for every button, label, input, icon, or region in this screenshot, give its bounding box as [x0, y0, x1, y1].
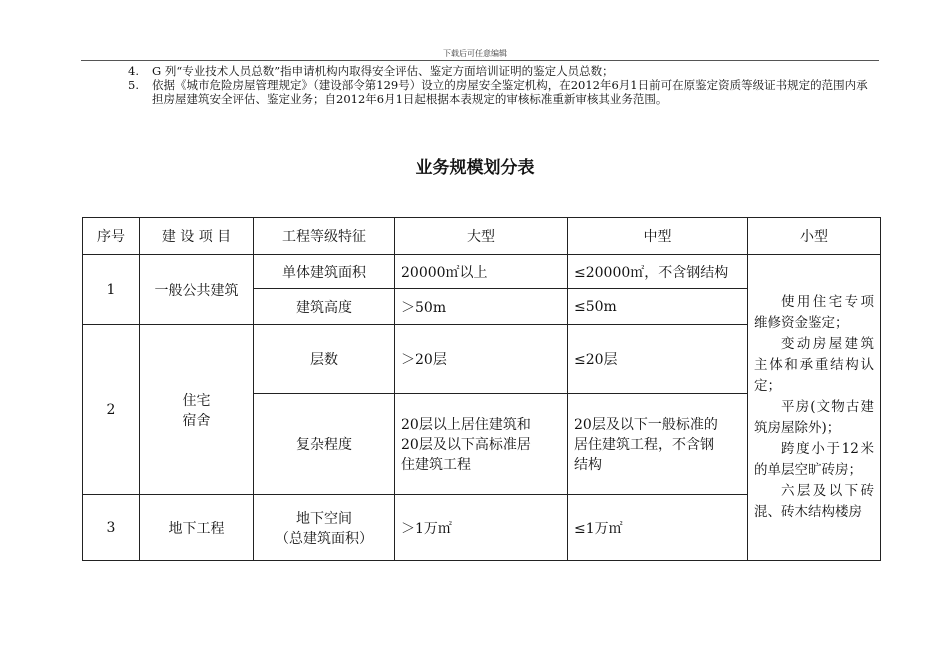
cell-medium: ≤20层: [568, 325, 748, 394]
cell-line: 20层及以下一般标准的: [574, 417, 718, 433]
cell-feature-line: （总建筑面积）: [275, 530, 373, 547]
cell-large: [395, 394, 568, 495]
header-cell-medium: 中型: [568, 218, 748, 255]
cell-feature: 建筑高度: [254, 289, 395, 325]
table-row: [83, 255, 881, 289]
cell-project: [140, 325, 254, 495]
cell-feature: 复杂程度: [254, 394, 395, 495]
small-scope-item: 使用住宅专项维修资金鉴定；: [754, 294, 874, 331]
cell-project: 一般公共建筑: [140, 255, 254, 325]
note-number: 4.: [128, 64, 139, 78]
cell-number: 2: [83, 325, 140, 495]
cell-feature: 层数: [254, 325, 395, 394]
note-item: [128, 64, 868, 78]
cell-line: 住建筑工程: [401, 457, 471, 473]
header-cell-feature: 工程等级特征: [254, 218, 395, 255]
header-rule: [81, 60, 879, 61]
cell-feature: [254, 495, 395, 561]
cell-line: 20层以上居住建筑和: [401, 417, 531, 433]
cell-medium: ≤1万㎡: [568, 495, 748, 561]
note-item: [128, 78, 868, 106]
notes: [128, 64, 868, 106]
cell-project: 地下工程: [140, 495, 254, 561]
cell-medium: [568, 394, 748, 495]
cell-line: 居住建筑工程，不含钢: [574, 437, 714, 453]
cell-number: 1: [83, 255, 140, 325]
cell-feature-line: 地下空间: [296, 510, 352, 527]
note-text: 依据《城市危险房屋管理规定》（建设部令第129号）设立的房屋安全鉴定机构，在2012年6月1日前可在原鉴定资质等级证书规定的范围内承担房屋建筑安全评估、鉴定业务；自2012年6月1日起根据本表规定的审核标准重新审核其业务范围。: [152, 78, 868, 106]
header-cell-project: 建 设 项 目: [140, 218, 254, 255]
cell-medium: ≤50m: [568, 289, 748, 325]
cell-project-line: 住宅: [182, 392, 211, 409]
small-scope-item: 平房(文物古建筑房屋除外)；: [754, 399, 874, 436]
cell-project-line: 宿舍: [182, 412, 211, 429]
small-scope-item: 六层及以下砖混、砖木结构楼房: [754, 483, 874, 520]
header-cell-small: 小型: [748, 218, 881, 255]
cell-small-scope: [748, 255, 881, 561]
cell-large: ＞50m: [395, 289, 568, 325]
cell-large: ＞1万㎡: [395, 495, 568, 561]
small-scope-item: 跨度小于12米的单层空旷砖房；: [754, 441, 874, 478]
note-text: G 列“专业技术人员总数”指申请机构内取得安全评估、鉴定方面培训证明的鉴定人员总数；: [152, 64, 614, 78]
cell-line: 结构: [574, 457, 602, 473]
header-cell-number: 序号: [83, 218, 140, 255]
note-number: 5.: [128, 78, 139, 92]
business-scale-table: [82, 217, 881, 561]
header-cell-large: 大型: [395, 218, 568, 255]
table-title: 业务规模划分表: [415, 158, 535, 178]
cell-line: 20层及以下高标准居: [401, 437, 531, 453]
cell-medium: ≤20000㎡，不含钢结构: [568, 255, 748, 289]
cell-feature: 单体建筑面积: [254, 255, 395, 289]
cell-large: 20000㎡以上: [395, 255, 568, 289]
cell-number: 3: [83, 495, 140, 561]
page-header: 下载后可任意编辑: [443, 49, 507, 58]
table-header-row: [83, 218, 881, 255]
cell-large: ＞20层: [395, 325, 568, 394]
small-scope-item: 变动房屋建筑主体和承重结构认定；: [754, 336, 874, 394]
